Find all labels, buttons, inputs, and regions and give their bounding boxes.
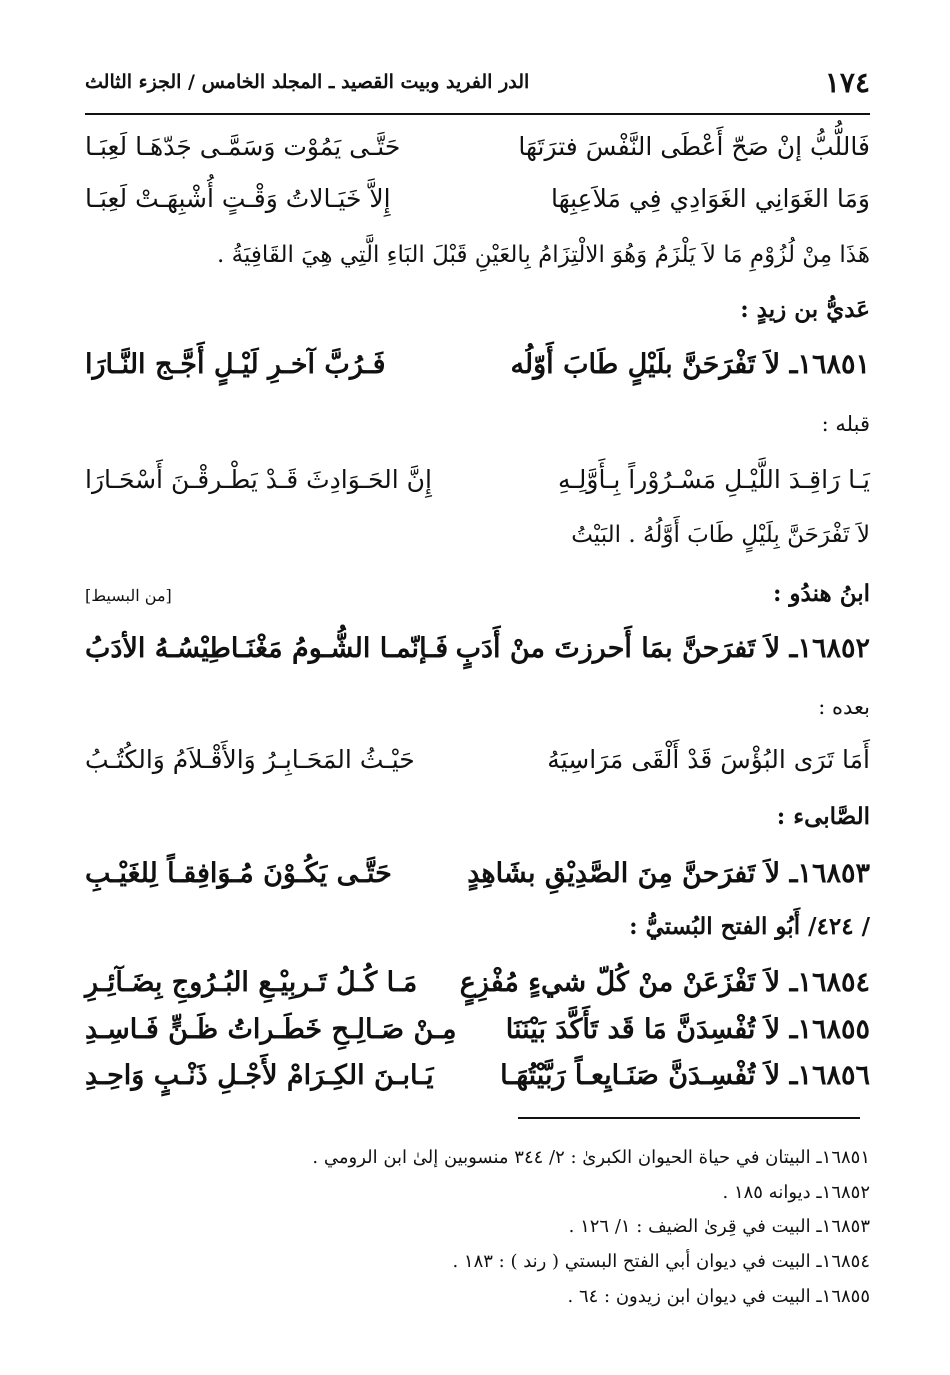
footnote: ١٦٨٥١ـ البيتان في حياة الحيوان الكبرىٰ : ٢/ ٣٤٤ منسوبين إلىٰ ابن الرومي .: [312, 1147, 870, 1168]
verse-hemistich-second: فَـرُبَّ آخـرِ لَيْـلٍ أَجَّـج النَّـارَا: [85, 349, 386, 380]
poet-name: ابنُ هندُو :: [772, 580, 870, 607]
verse-hemistich-first: وَمَا الغَوَانِي الغَوَادِي فِي مَلاَعِبِهَا: [550, 184, 870, 213]
verse-hemistich-first: ١٦٨٥٣ـ لاَ تَفرَحنَّ مِنَ الصَّدِيْقِ بشَاهِدٍ: [467, 858, 870, 889]
verse-hemistich-second: إِنَّ الحَـوَادِثَ قَـدْ يَطْـرقْـنَ أَسْحَـارَا: [85, 465, 432, 494]
verse-hemistich-second: إِلاَّ خَيَـالاتُ وَقْـتٍ أُشْبِهَـتْ لَعِبَـا: [85, 184, 391, 213]
note-label: بعده :: [818, 695, 870, 719]
page-number: ١٧٤: [824, 65, 870, 99]
note-label: قبله :: [821, 412, 870, 436]
poet-name: / ٤٢٤/ أَبُو الفتح البُستيُّ :: [629, 913, 870, 940]
header-rule: [85, 113, 870, 115]
meter-label: [من البسيط]: [85, 586, 172, 605]
footnote: ١٦٨٥٤ـ البيت في ديوان أبي الفتح البستي ( رند ) : ١٨٣ .: [452, 1251, 870, 1272]
verse-fragment: لاَ تَفْرَحَنَّ بِلَيْلٍ طَابَ أَوَّلُهُ . البَيْتُ: [571, 522, 870, 548]
poet-name: الصَّابىء :: [776, 803, 870, 830]
verse-hemistich-second: مَـا كُـلُ تَـربِيْـعِ البُـرُوجِ بِضَـآئِـرِ: [85, 967, 418, 998]
verse-hemistich-second: يَـابـنَ الكِـرَامْ لأَجْـلِ ذَنْـبٍ وَاحِـدِ: [85, 1060, 434, 1091]
verse-hemistich-second: حَتَّـى يَمُوْت وَسَمَّـى جَدّهَـا لَعِبَـا: [85, 132, 401, 161]
verse-hemistich-second: فَـإنّمـا الشُّـومُ مَغْنَـاطِيْسُـهُ الأدَبُ: [85, 633, 449, 664]
verse-hemistich-first: ١٦٨٥٦ـ لاَ تُفْسِـدَنَّ صَنَـايِعـاً رَبَّيْتُهَـا: [500, 1060, 870, 1091]
verse-line: [85, 184, 870, 213]
verse-hemistich-first: فَاللُّبُّ إنْ صَحّ أَعْطَى النَّفْسَ فترَتَهَا: [518, 132, 870, 161]
verse-hemistich-first: ١٦٨٥٤ـ لاَ تَفْزَعَنْ منْ كُلّ شيءٍ مُفْزِعٍ: [459, 967, 870, 998]
verse-16851: [85, 349, 870, 380]
verse-line: [85, 132, 870, 161]
running-title: الدر الفريد وبيت القصيد ـ المجلد الخامس / الجزء الثالث: [85, 71, 530, 93]
verse-hemistich-second: مِـنْ صَـالِـحِ خَطَـراتُ ظَـنٍّ فَـاسِـدِ: [85, 1014, 457, 1045]
verse-16856: [85, 1060, 870, 1091]
verse-hemistich-first: ١٦٨٥٥ـ لاَ تُفْسِدَنَّ مَا قَد تَأَكَّدَ بَيْنَنَا: [505, 1014, 870, 1045]
verse-line: [85, 465, 870, 494]
footnote: ١٦٨٥٣ـ البيت في قِرىٰ الضيف : ١/ ١٢٦ .: [568, 1216, 870, 1237]
verse-hemistich-second: حَتَّـى يَكُـوْنَ مُـوَافِقـاً لِلغَيْـبِ: [85, 858, 392, 889]
poet-name: عَديُّ بن زيدٍ :: [740, 296, 870, 323]
footnote: ١٦٨٥٥ـ البيت في ديوان ابن زيدون : ٦٤ .: [567, 1286, 870, 1307]
verse-16853: [85, 858, 870, 889]
footnote-rule: [518, 1117, 860, 1119]
verse-hemistich-first: أَمَا تَرَى البُؤْسَ قَدْ أَلْقَى مَرَاسِيَهُ: [547, 745, 870, 774]
prose-commentary: هَذَا مِنْ لُزُوْمِ مَا لاَ يَلْزَمُ وَهُوَ الالْتِزَامُ بِالعَيْنِ قَبْلَ البَاءِ الَّتِي هِيَ القَافِيَةُ .: [216, 242, 870, 268]
verse-hemistich-first: يَـا رَاقِـدَ اللَّيْـلِ مَسْـرُوْراً بِـأَوَّلِـهِ: [558, 465, 870, 494]
verse-line: [85, 745, 870, 774]
verse-16855: [85, 1014, 870, 1045]
verse-16852: [85, 633, 870, 664]
verse-hemistich-second: حَيْـثُ المَحَـابِـرُ وَالأَقْـلاَمُ وَالكُتُـبُ: [85, 745, 415, 774]
verse-hemistich-first: ١٦٨٥١ـ لاَ تَفْرَحَنَّ بلَيْلٍ طَابَ أَوّلُه: [510, 349, 870, 380]
verse-16854: [85, 967, 870, 998]
footnote: ١٦٨٥٢ـ ديوانه ١٨٥ .: [722, 1182, 870, 1203]
page-header: [85, 62, 870, 102]
verse-hemistich-first: ١٦٨٥٢ـ لاَ تَفرَحنَّ بمَا أَحرزتَ منْ أَدَبٍ: [455, 633, 870, 664]
